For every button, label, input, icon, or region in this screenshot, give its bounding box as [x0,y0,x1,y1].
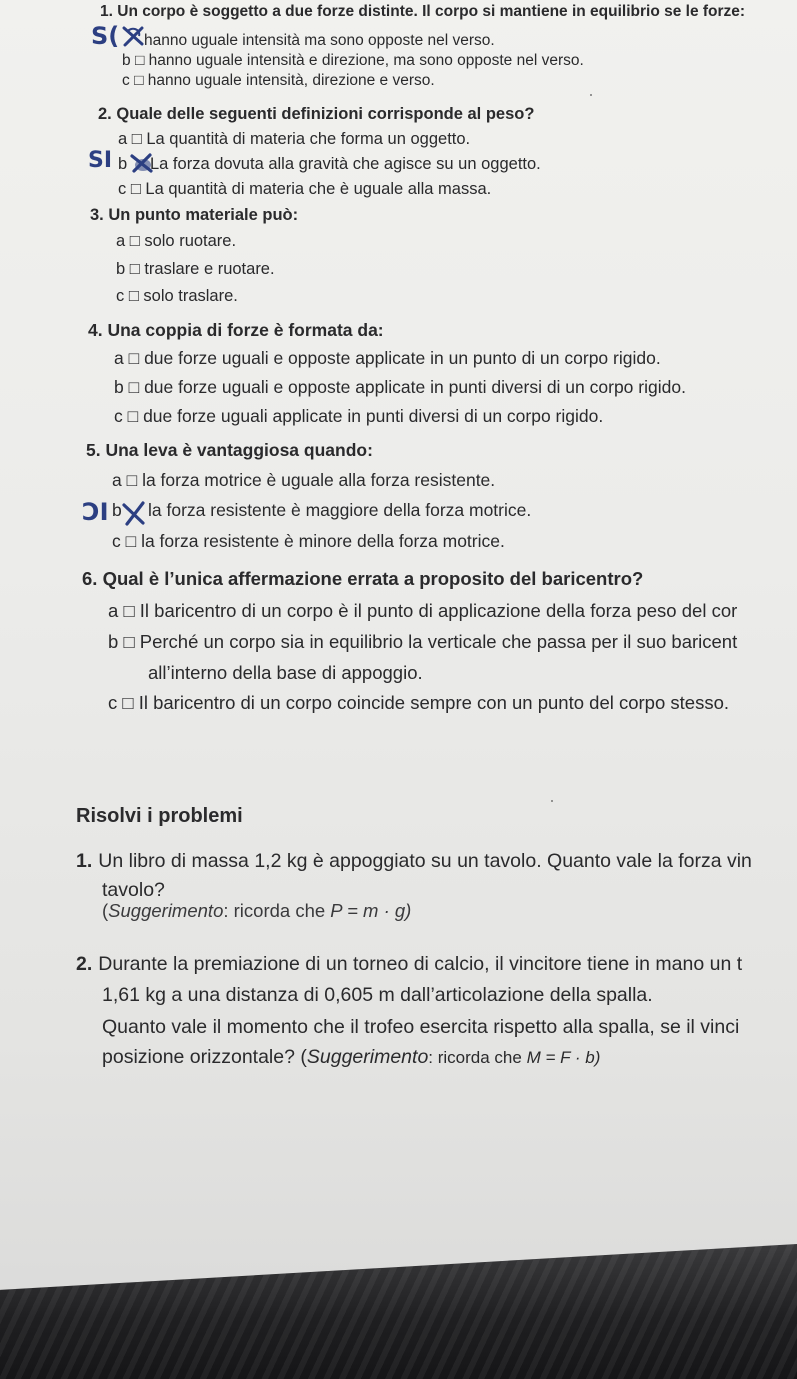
handwritten-mark-q1: S( [91,22,120,50]
problem-1-line-2: tavolo? [102,879,165,901]
q2-option-b-text: La forza dovuta alla gravità che agisce su un oggetto. [150,155,541,173]
question-4: 4. Una coppia di forze è formata da: [88,320,384,340]
question-5: 5. Una leva è vantaggiosa quando: [86,440,373,460]
handwritten-x-mark-q1a [121,25,145,47]
q4-option-b: b □ due forze uguali e opposte applicate in punti diversi di un corpo rigido. [114,377,686,397]
section-title: Risolvi i problemi [76,805,243,827]
problem-2-line-4: posizione orizzontale? (Suggerimento: ricorda che M = F · b) [102,1046,601,1068]
q5-option-c: c □ la forza resistente è minore della forza motrice. [112,531,505,551]
q5-option-a: a □ la forza motrice è uguale alla forza resistente. [112,470,496,490]
q5-option-b-text: la forza resistente è maggiore della forza motrice. [148,500,532,520]
problem-1-hint: (Suggerimento: ricorda che P = m · g) [102,900,412,921]
paper-speck [551,800,553,802]
q1-option-c: c □ hanno uguale intensità, direzione e verso. [122,72,435,89]
q4-option-a: a □ due forze uguali e opposte applicate in un punto di un corpo rigido. [114,348,661,368]
problem-1-line-1: 1. Un libro di massa 1,2 kg è appoggiato su un tavolo. Quanto vale la forza vin [76,850,752,872]
q1-option-b: b □ hanno uguale intensità e direzione, ma sono opposte nel verso. [122,52,584,69]
q2-option-a: a □ La quantità di materia che forma un oggetto. [118,130,471,148]
q3-option-c: c □ solo traslare. [116,287,238,305]
q3-option-b: b □ traslare e ruotare. [116,260,275,278]
q4-option-c: c □ due forze uguali applicate in punti diversi di un corpo rigido. [114,406,604,426]
problem-2-line-3: Quanto vale il momento che il trofeo esercita rispetto alla spalla, se il vinci [102,1016,740,1038]
q1-option-a: hanno uguale intensità ma sono opposte nel verso. [144,32,495,49]
q5-option-b: b [112,500,122,520]
question-3: 3. Un punto materiale può: [90,206,299,224]
q6-option-c: c □ Il baricentro di un corpo coincide sempre con un punto del corpo stesso. [108,692,730,713]
question-2: 2. Quale delle seguenti definizioni corrisponde al peso? [98,105,535,123]
q6-option-b: b □ Perché un corpo sia in equilibrio la verticale che passa per il suo baricent [108,631,738,652]
q6-option-a: a □ Il baricentro di un corpo è il punto di applicazione della forza peso del cor [108,600,738,621]
q2-option-b: b [118,155,128,173]
handwritten-x-mark-q5b [121,500,147,526]
paper-speck [590,94,592,96]
handwritten-mark-q5: ƆI [82,498,109,526]
handwritten-mark-q2: SI [88,148,113,173]
question-6: 6. Qual è l’unica affermazione errata a proposito del baricentro? [82,568,644,589]
question-1: 1. Un corpo è soggetto a due forze distinte. Il corpo si mantiene in equilibrio se le forze: [100,3,746,20]
q6-option-b-continuation: all’interno della base di appoggio. [148,662,423,683]
problem-2-line-1: 2. Durante la premiazione di un torneo di calcio, il vincitore tiene in mano un t [76,953,743,975]
dark-surface-below-page [0,1244,797,1379]
problem-2-line-2: 1,61 kg a una distanza di 0,605 m dall’articolazione della spalla. [102,984,653,1006]
q2-option-c: c □ La quantità di materia che è uguale alla massa. [118,180,492,198]
q3-option-a: a □ solo ruotare. [116,232,237,250]
